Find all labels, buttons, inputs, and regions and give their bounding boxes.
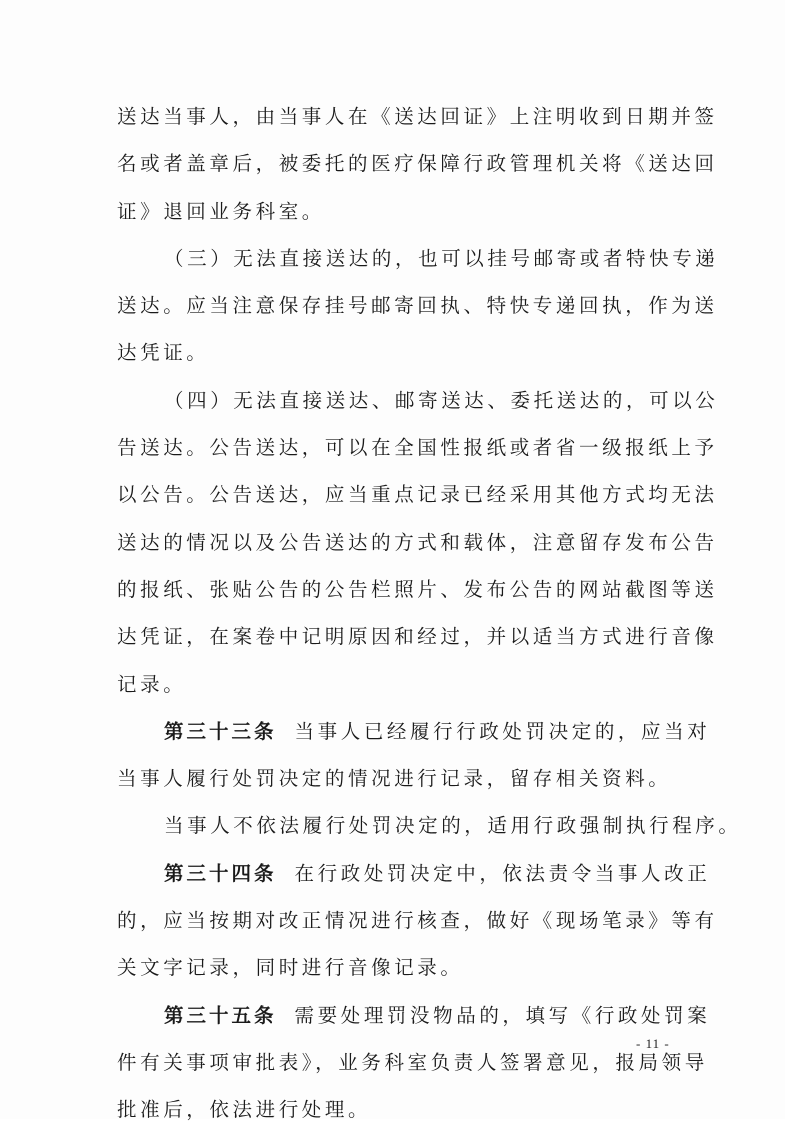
text-line: 告送达。公告送达，可以在全国性报纸或者省一级报纸上予 <box>117 436 718 460</box>
body-text <box>117 93 742 1134</box>
article-34-line <box>117 850 711 897</box>
text-line: 关文字记录，同时进行音像记录。 <box>117 956 464 980</box>
article-35-line <box>117 992 711 1039</box>
text-line: 当事人不依法履行处罚决定的，适用行政强制执行程序。 <box>164 814 742 838</box>
text-line: 送达当事人，由当事人在《送达回证》上注明收到日期并签 <box>117 105 718 128</box>
article-33-line <box>117 708 711 755</box>
text-line: 的，应当按期对改正情况进行核查，做好《现场笔录》等有 <box>117 909 718 933</box>
text-line: 的报纸、张贴公告的公告栏照片、发布公告的网站截图等送 <box>117 577 718 601</box>
article-34-text: 在行政处罚决定中，依法责令当事人改正 <box>294 861 711 885</box>
text-line: 送达。应当注意保存挂号邮寄回执、特快专递回执，作为送 <box>117 294 718 318</box>
text-line: 送达的情况以及公告送达的方式和载体，注意留存发布公告 <box>117 530 718 554</box>
text-line: （四）无法直接送达、邮寄送达、委托送达的，可以公 <box>164 388 719 412</box>
article-35-heading: 第三十五条 <box>164 1003 277 1027</box>
text-line: 以公告。公告送达，应当重点记录已经采用其他方式均无法 <box>117 483 718 507</box>
page-number: - 11 - <box>636 1036 670 1051</box>
article-33-heading: 第三十三条 <box>164 719 277 743</box>
text-line: 达凭证，在案卷中记明原因和经过，并以适当方式进行音像 <box>117 625 718 649</box>
text-line: 名或者盖章后，被委托的医疗保障行政管理机关将《送达回 <box>117 152 718 176</box>
article-33-text: 当事人已经履行行政处罚决定的，应当对 <box>294 719 711 743</box>
text-line: 批准后，依法进行处理。 <box>117 1098 372 1122</box>
text-line: （三）无法直接送达的，也可以挂号邮寄或者特快专递 <box>164 246 719 270</box>
article-34-heading: 第三十四条 <box>164 861 277 885</box>
text-line: 件有关事项审批表》，业务科室负责人签署意见，报局领导 <box>117 1050 708 1074</box>
text-line: 达凭证。 <box>117 341 210 365</box>
article-35-text: 需要处理罚没物品的，填写《行政处罚案 <box>294 1003 711 1027</box>
text-line: 证》退回业务科室。 <box>117 199 325 223</box>
text-line: 当事人履行处罚决定的情况进行记录，留存相关资料。 <box>117 767 672 791</box>
text-line: 记录。 <box>117 672 187 696</box>
